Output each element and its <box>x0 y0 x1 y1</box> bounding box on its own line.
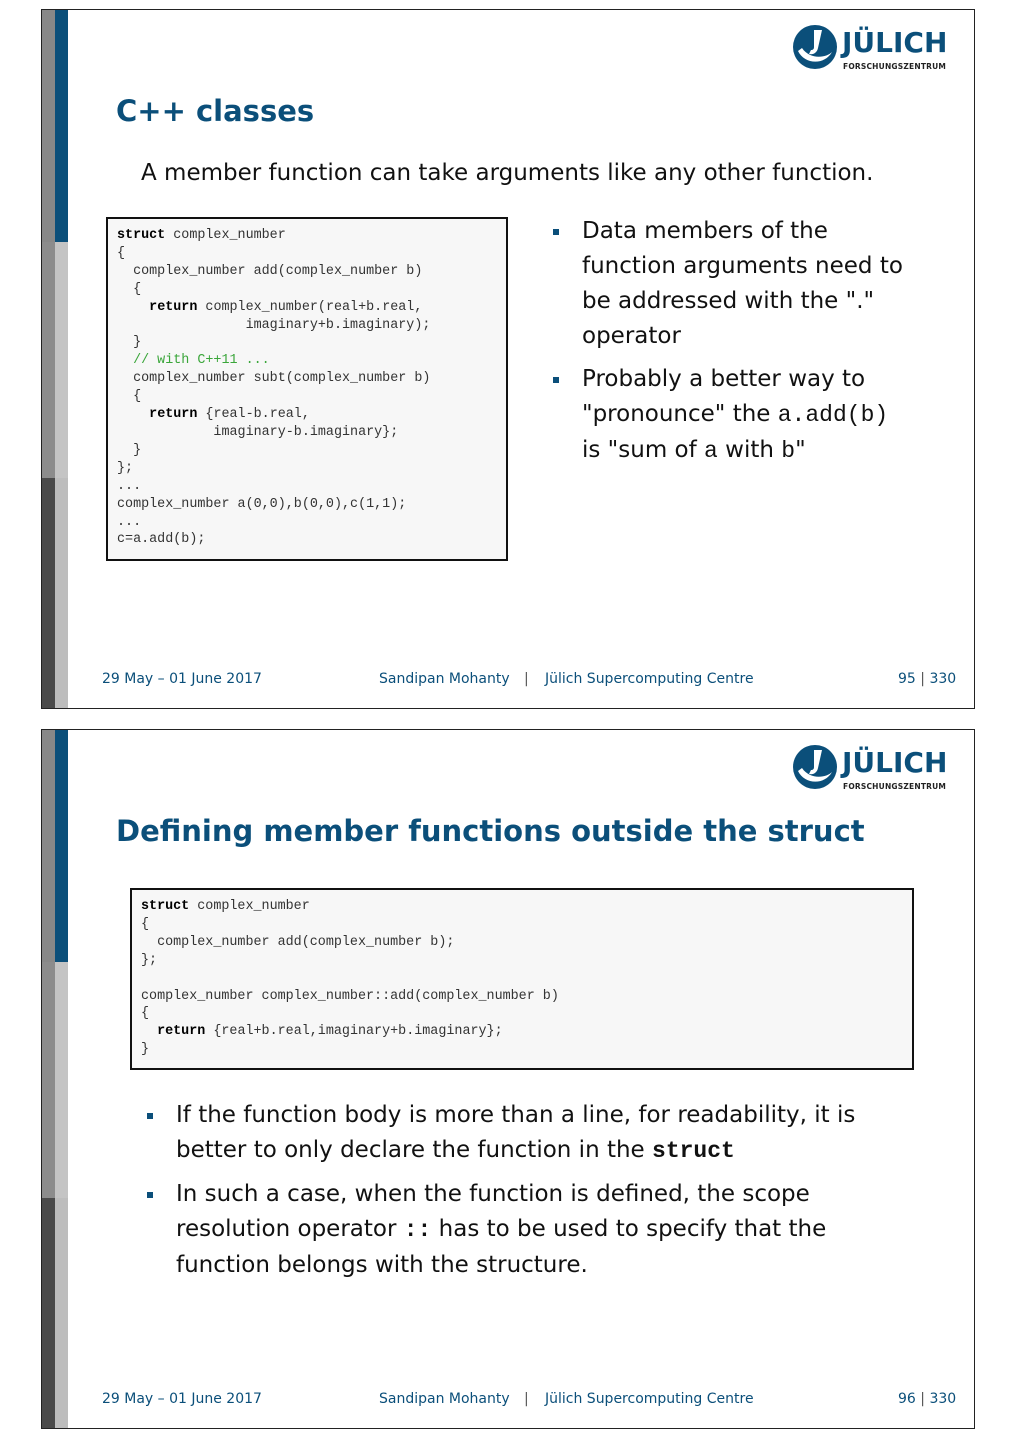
footer-author: Sandipan Mohanty <box>379 671 510 687</box>
footer-institute: Jülich Supercomputing Centre <box>545 1391 754 1407</box>
julich-logo <box>792 742 952 794</box>
code-line: ... <box>117 514 142 530</box>
code-line: struct complex_number <box>117 228 286 243</box>
code-block <box>130 888 914 1070</box>
code-line: complex_number add(complex_number b); <box>141 934 455 950</box>
bullet-item: Data members of the function arguments need to be addressed with the "." operator <box>548 214 958 354</box>
code-line: imaginary-b.imaginary}; <box>117 424 399 440</box>
julich-logo <box>792 22 952 74</box>
inline-code: a <box>704 438 718 464</box>
code-line: complex_number a(0,0),b(0,0),c(1,1); <box>117 496 407 512</box>
footer-institute: Jülich Supercomputing Centre <box>545 671 754 687</box>
code-line: complex_number add(complex_number b) <box>117 263 423 279</box>
logo-wordmark: JÜLICH <box>842 746 948 779</box>
bullet-list <box>548 214 958 477</box>
code-line: { <box>117 281 142 297</box>
inline-code: b <box>781 438 796 464</box>
code-line: { <box>117 389 142 405</box>
code-line: { <box>141 916 150 932</box>
code-line: { <box>141 1006 150 1022</box>
footer-separator: | <box>524 1391 529 1407</box>
bullet-item: If the function body is more than a line, for readability, it is better to only declare the function in the struct <box>142 1098 942 1169</box>
code-keyword: return <box>149 407 198 423</box>
footer-page-number: 95 | 330 <box>898 671 957 687</box>
slide-95 <box>41 9 975 709</box>
logo-subtitle: FORSCHUNGSZENTRUM <box>843 62 947 71</box>
sidebar-stripe <box>42 730 68 1428</box>
code-line: c=a.add(b); <box>117 532 206 548</box>
logo-wordmark: JÜLICH <box>842 26 948 59</box>
inline-code: a.add(b) <box>777 402 889 428</box>
inline-code: :: <box>403 1217 432 1243</box>
code-line: } <box>117 335 142 351</box>
code-comment: // with C++11 ... <box>117 353 270 369</box>
julich-logo-icon <box>792 744 838 790</box>
code-line: }; <box>141 952 158 968</box>
julich-logo-icon <box>792 24 838 70</box>
footer-author: Sandipan Mohanty <box>379 1391 510 1407</box>
bullet-item: Probably a better way to "pronounce" the a.add(b) is "sum of a with b" <box>548 362 958 469</box>
bullet-list <box>142 1098 942 1291</box>
footer-date: 29 May – 01 June 2017 <box>102 671 262 687</box>
footer-date: 29 May – 01 June 2017 <box>102 1391 262 1407</box>
code-block <box>106 217 508 561</box>
code-line: struct complex_number <box>141 899 310 914</box>
code-line: complex_number complex_number::add(complex_number b) <box>141 988 559 1004</box>
code-line: return {real-b.real, <box>149 407 310 423</box>
slide-title: C++ classes <box>116 94 315 128</box>
code-line: complex_number subt(complex_number b) <box>117 371 431 387</box>
code-line: imaginary+b.imaginary); <box>117 317 431 333</box>
code-line <box>117 353 270 368</box>
footer-separator: | <box>524 671 529 687</box>
code-keyword: struct <box>141 899 190 914</box>
code-keyword: return <box>149 299 198 315</box>
code-keyword: struct <box>117 228 166 243</box>
code-line: return {real+b.real,imaginary+b.imaginary}; <box>157 1024 503 1040</box>
logo-subtitle: FORSCHUNGSZENTRUM <box>843 782 947 791</box>
bullet-item: In such a case, when the function is defined, the scope resolution operator :: has to be used to specify that the function belongs with the structure. <box>142 1177 942 1283</box>
code-line: ... <box>117 478 142 494</box>
slide-96 <box>41 729 975 1429</box>
slide-title: Defining member functions outside the struct <box>116 814 865 848</box>
code-line: return complex_number(real+b.real, <box>149 299 423 315</box>
slide-lead-text: A member function can take arguments like any other function. <box>141 160 874 186</box>
code-line: }; <box>117 460 134 476</box>
inline-code: struct <box>652 1138 735 1164</box>
code-line: } <box>117 442 142 458</box>
code-line: { <box>117 245 126 261</box>
code-line: } <box>141 1042 150 1058</box>
sidebar-stripe <box>42 10 68 708</box>
code-keyword: return <box>157 1024 206 1040</box>
footer-page-number: 96 | 330 <box>898 1391 957 1407</box>
